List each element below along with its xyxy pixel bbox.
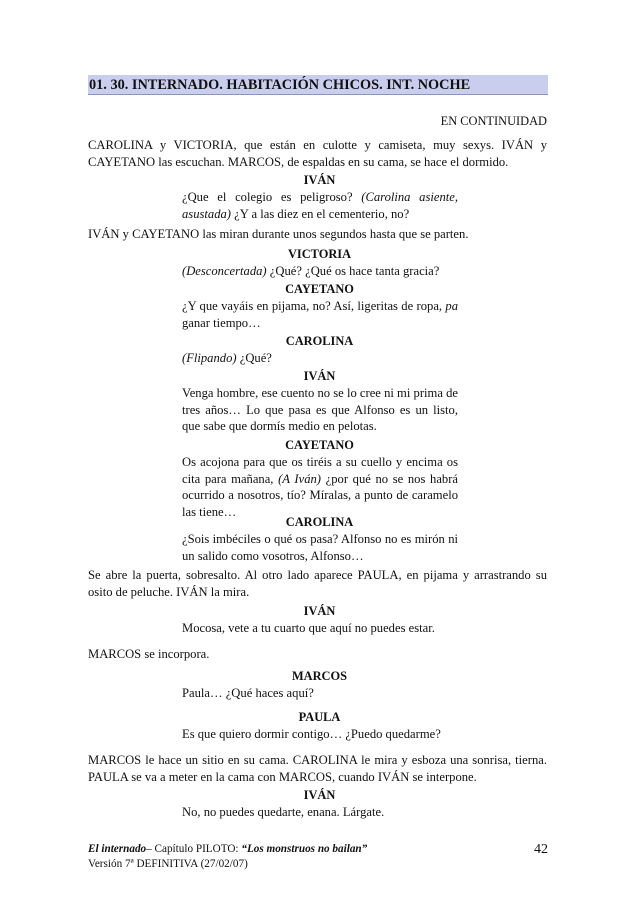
dialogue-text: Venga hombre, ese cuento no se lo cree ni mi prima de tres años… Lo que pasa es que Alfonso es un listo, que sabe que dormís medio en pelotas.: [182, 386, 458, 433]
parenthetical: (Flipando): [182, 351, 237, 365]
dialogue: [182, 189, 458, 222]
action-line: [88, 226, 547, 243]
character-cue: IVÁN: [303, 788, 336, 802]
parenthetical: (Carolina asiente, asustada): [182, 190, 458, 221]
dialogue-text: ¿Sois imbéciles o qué os pasa? Alfonso no es mirón ni un salido como vosotros, Alfonso…: [182, 532, 458, 563]
character-cue: IVÁN: [303, 369, 336, 383]
dialogue-text: ¿Que el colegio es peligroso?: [182, 190, 362, 204]
dialogue-text: ¿Y a las diez en el cementerio, no?: [230, 206, 410, 221]
dialogue-italic: pa: [445, 299, 458, 313]
action-text: Se abre la puerta, sobresalto. Al otro lado aparece PAULA, en pijama y arrastrando su osito de peluche. IVÁN la mira.: [88, 568, 547, 599]
action-line: [88, 646, 547, 663]
version-label: Versión 7ª DEFINITIVA (27/02/07): [88, 857, 248, 870]
character-cue: IVÁN: [303, 173, 336, 187]
chapter-label: – Capítulo PILOTO:: [146, 843, 242, 855]
character-cue: VICTORIA: [287, 247, 352, 261]
action-text: MARCOS le hace un sitio en su cama. CAROLINA le mira y esboza una sonrisa, tierna. PAULA se va a meter en la cama con MARCOS, cuando IVÁN se interpone.: [88, 753, 547, 784]
dialogue-text: Os acojona para que os tiréis a su cuello y encima os cita para mañana,: [182, 455, 458, 486]
parenthetical: (A Iván): [278, 471, 321, 486]
footer-title-line: [88, 842, 548, 857]
dialogue: [182, 620, 458, 637]
dialogue-text: Mocosa, vete a tu cuarto que aquí no puedes estar.: [182, 621, 435, 635]
transition: EN CONTINUIDAD: [440, 114, 547, 128]
page-number: 42: [534, 842, 548, 857]
dialogue-text: ¿Y que vayáis en pijama, no? Así, ligeritas de ropa,: [182, 299, 446, 313]
character-cue: MARCOS: [291, 669, 348, 683]
action-line: [88, 567, 547, 600]
dialogue-text: Es que quiero dormir contigo… ¿Puedo quedarme?: [182, 727, 441, 741]
character-cue: CAYETANO: [285, 438, 354, 452]
character-cue: PAULA: [298, 710, 341, 724]
character-cue: CAROLINA: [285, 334, 354, 348]
character-cue: CAROLINA: [285, 515, 354, 529]
dialogue-text: ganar tiempo…: [182, 315, 261, 330]
series-title: El internado: [88, 843, 147, 855]
dialogue: [182, 298, 458, 331]
dialogue-text: Paula… ¿Qué haces aquí?: [182, 686, 314, 700]
action-text: IVÁN y CAYETANO las miran durante unos segundos hasta que se parten.: [88, 227, 469, 241]
parenthetical: (Desconcertada): [182, 264, 267, 278]
dialogue: [182, 531, 458, 564]
page-footer: [88, 842, 548, 871]
dialogue-text: ¿por qué no se nos habrá ocurrido a nosotros, tío? Míralas, a punto de caramelo las tiene…: [182, 471, 458, 519]
dialogue: [182, 454, 458, 520]
dialogue: [182, 726, 458, 743]
dialogue-text: ¿Qué?: [236, 351, 272, 365]
action-line: [88, 752, 547, 785]
action-text: CAROLINA y VICTORIA, que están en culotte y camiseta, muy sexys. IVÁN y CAYETANO las escuchan. MARCOS, de espaldas en su cama, se hace el dormido.: [88, 138, 547, 169]
dialogue-text: ¿Qué? ¿Qué os hace tanta gracia?: [266, 264, 440, 278]
scene-heading: 01. 30. INTERNADO. HABITACIÓN CHICOS. INT. NOCHE: [88, 75, 548, 95]
dialogue: [182, 263, 458, 280]
character-cue: IVÁN: [303, 604, 336, 618]
episode-title: “Los monstruos no bailan”: [241, 843, 368, 855]
action-line: [88, 137, 547, 170]
character-cue: CAYETANO: [285, 282, 354, 296]
action-text: MARCOS se incorpora.: [88, 647, 210, 661]
dialogue: [182, 385, 458, 435]
dialogue: [182, 685, 458, 702]
dialogue: [182, 350, 458, 367]
dialogue-text: No, no puedes quedarte, enana. Lárgate.: [182, 805, 385, 819]
dialogue: [182, 804, 458, 821]
